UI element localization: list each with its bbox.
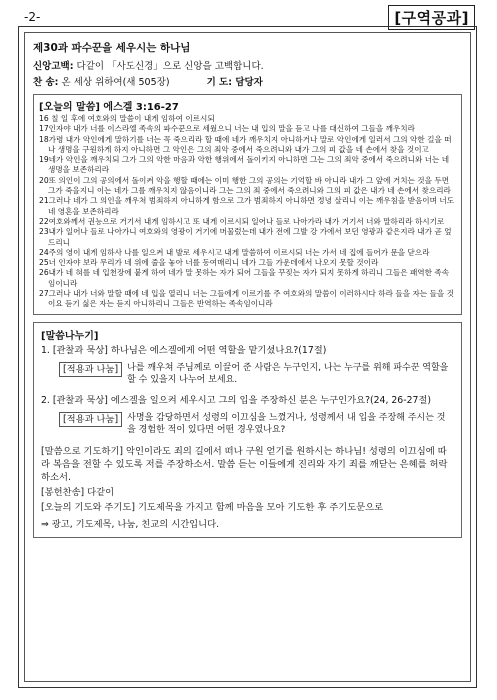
prayer-leader: 기 도: 담당자 bbox=[206, 77, 263, 88]
verse: 16 칠 일 후에 여호와의 말씀이 내게 임하여 이르시되 bbox=[39, 114, 215, 123]
section-tag: [구역공과] bbox=[388, 5, 475, 30]
hymn-line bbox=[33, 74, 462, 88]
hymn-text: 온 세상 위하여(새 505장) bbox=[61, 77, 170, 88]
question-2: 2. [관찰과 묵상] 에스겔을 일으켜 세우시고 그의 입을 주장하신 분은 누구인가요?(24, 26-27절) bbox=[41, 394, 432, 406]
announcement-line: ⇒ 광고, 기도제목, 나눔, 친교의 시간입니다. bbox=[41, 518, 220, 530]
offering-hymn: [봉헌찬송] 다같이 bbox=[41, 486, 115, 498]
scripture-header: [오늘의 말씀] 에스겔 3:16-27 bbox=[39, 102, 179, 113]
question-1: 1. [관찰과 묵상] 하나님은 에스겔에게 어떤 역할을 맡기셨나요?(17절) bbox=[41, 344, 327, 356]
apply-row-2 bbox=[59, 412, 454, 436]
closing-prayer: [말씀으로 기도하기] 악인이라도 죄의 길에서 떠나 구원 얻기를 원하시는 하나님! 성령의 이끄심에 따라 복음을 전할 수 있도록 저를 주장하소서. 말씀 듣는 이들에게 진리와 자기 죄를 깨닫는 은혜를 허락하소서. bbox=[41, 445, 448, 483]
apply-row-1 bbox=[59, 362, 454, 386]
verse: 21그러나 네가 그 의인을 깨우쳐 범죄하지 아니하게 함으로 그가 범죄하지 아니하면 정녕 살리니 이는 깨우침을 받음이며 너도 네 영혼을 보존하리라 bbox=[39, 196, 455, 216]
scripture-box bbox=[33, 94, 462, 315]
verse: 19네가 악인을 깨우치되 그가 그의 악한 마음과 악한 행위에서 돌이키지 아니하면 그는 그의 죄악 중에서 죽으려니와 너는 네 생명을 보존하리라 bbox=[39, 155, 450, 175]
verse: 20또 의인이 그의 공의에서 돌이켜 악을 행할 때에는 이미 행한 그의 공의는 기억할 바 아니라 내가 그 앞에 거치는 것을 두면 그가 죽을지니 이는 네가 그를 깨우치지 않음이니라 그는 그의 죄 중에서 죽으려니와 그의 피 값은 내가 네 손에서 찾으리라 bbox=[39, 175, 451, 196]
discussion-header: [말씀나누기] bbox=[41, 330, 99, 342]
lesson-title: 제30과 파수꾼을 세우시는 하나님 bbox=[33, 42, 191, 54]
creed-label: 신앙고백: bbox=[33, 61, 74, 72]
verse: 27그러나 내가 너와 말할 때에 네 입을 열리니 너는 그들에게 이르기를 주 여호와의 말씀이 이러하시다 하라 들을 자는 들을 것이요 듣기 싫은 자는 듣지 아니하리니 그들은 반역하는 족속임이니라 bbox=[39, 289, 454, 309]
verse: 24주의 영이 내게 임하사 나를 일으켜 내 발로 세우시고 내게 말씀하여 이르시되 너는 가서 네 집에 들어가 문을 닫으라 bbox=[39, 247, 430, 257]
verse: 25너 인자야 보라 무리가 네 위에 줄을 놓아 너를 동여매리니 네가 그들 가운데에서 나오지 못할 것이라 bbox=[39, 258, 379, 268]
verse: 23내가 일어나 들로 나아가니 여호와의 영광이 거기에 머물렀는데 내가 전에 그발 강 가에서 보던 영광과 같은지라 내가 곧 엎드리니 bbox=[39, 227, 452, 247]
page-number: -2- bbox=[24, 10, 41, 24]
discussion-box bbox=[33, 322, 462, 538]
creed-line bbox=[33, 58, 462, 72]
apply-text-2: 사명을 감당하면서 성령의 이끄심을 느꼈거나, 성령께서 내 입을 주장해 주시는 것을 경험한 적이 있다면 어떤 경우였나요? bbox=[127, 412, 446, 435]
verse: 18가령 내가 악인에게 말하기를 너는 꼭 죽으리라 할 때에 네가 깨우치지 아니하거나 말로 악인에게 일러서 그의 악한 길을 떠나 생명을 구원하게 하지 아니하면 그 악인은 그의 죄악 중에서 죽으려니와 내가 그의 피 값을 네 손에서 찾을 것이고 bbox=[39, 134, 452, 154]
verse: 22여호와께서 권능으로 거기서 내게 임하시고 또 내게 이르시되 일어나 들로 나아가라 내가 거기서 너와 말하리라 하시기로 bbox=[39, 216, 445, 226]
prayer-topics: [오늘의 기도와 주기도] 기도제목을 가지고 함께 마음을 모아 기도한 후 주기도문으로 bbox=[41, 501, 384, 513]
apply-tag-2: [적용과 나눔] bbox=[59, 412, 122, 427]
content-box bbox=[24, 32, 471, 682]
creed-text: 다같이 「사도신경」으로 신앙을 고백합니다. bbox=[76, 61, 264, 72]
apply-tag-1: [적용과 나눔] bbox=[59, 362, 122, 377]
apply-text-1: 나를 깨우쳐 주님께로 이끌어 준 사람은 누구인지, 나는 누구를 위해 파수꾼 역할을 할 수 있을지 나누어 보세요. bbox=[127, 362, 449, 385]
verse: 17인자야 내가 너를 이스라엘 족속의 파수꾼으로 세웠으니 너는 내 입의 말을 듣고 나를 대신하여 그들을 깨우치라 bbox=[39, 124, 415, 134]
hymn-label: 찬 송: bbox=[33, 77, 59, 88]
verse: 26내가 네 혀를 네 입천장에 붙게 하여 네가 말 못하는 자가 되어 그들을 꾸짖는 자가 되지 못하게 하리니 그들은 패역한 족속임이니라 bbox=[39, 268, 450, 288]
